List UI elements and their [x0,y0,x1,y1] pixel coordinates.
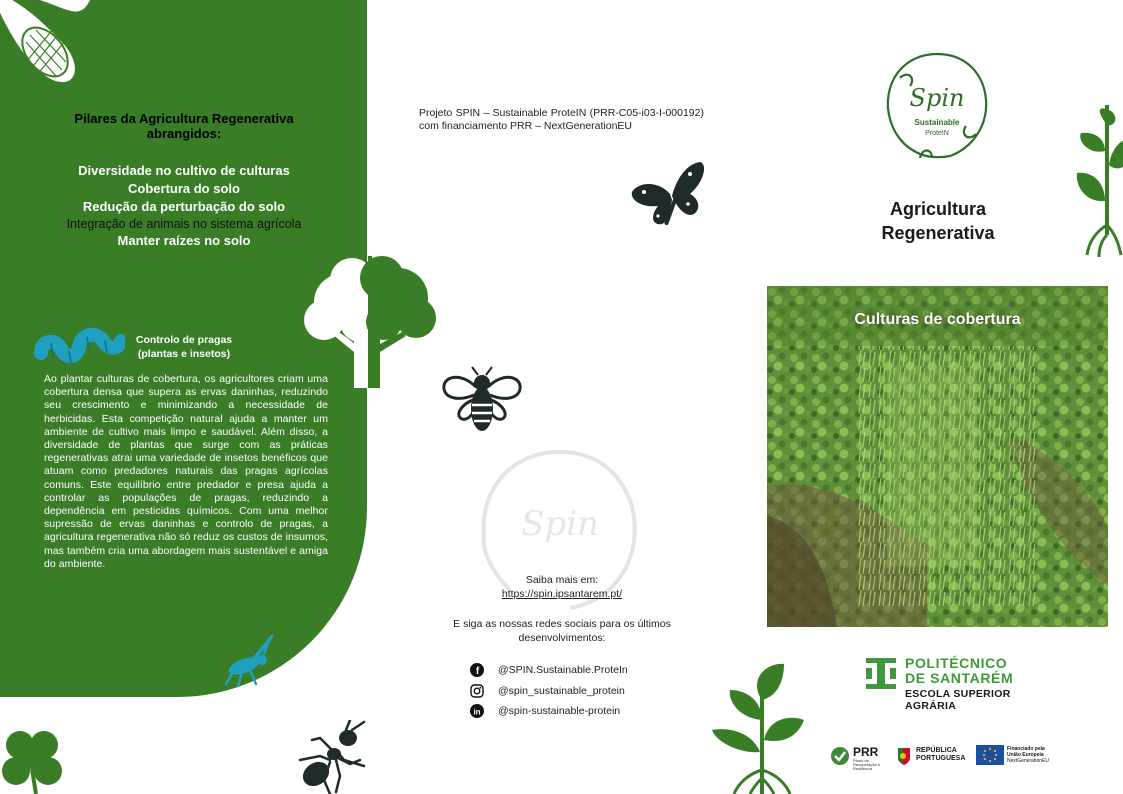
republic-label [916,747,965,763]
logo-word: Spin [909,84,965,112]
portugal-flag-icon [896,746,912,766]
title-line-1: Agricultura [889,199,986,219]
school-name [905,688,1011,712]
prr-label: PRR [853,745,879,759]
instagram-icon [470,684,484,698]
more-info-label: Saiba mais em: [525,574,599,586]
grasshopper-icon [222,630,278,688]
brochure-title [838,197,1038,245]
institution-line-2: DE SANTARÉM [905,670,1014,686]
eu-flag-icon [976,745,1004,765]
politecnico-logo-icon [866,656,898,692]
pillar-item: Integração de animais no sistema agrícola [66,217,302,231]
institution-line-1: POLITÉCNICO [905,655,1008,671]
seedling-icon [708,660,812,794]
logo-sub2: ProteIN [925,130,949,137]
photo-caption: Culturas de cobertura [854,311,1021,328]
svg-text:in: in [473,707,481,717]
facebook-row[interactable] [470,662,628,678]
pillars-list [30,162,338,250]
plant-roots-icon [1075,105,1123,260]
eu-line-3: NextGenerationEU [1007,758,1049,764]
follow-social-text: E siga as nossas redes sociais para os últimos desenvolvimentos: [453,618,671,644]
eu-line-1: Financiado pela [1007,746,1045,752]
republic-line-2: PORTUGUESA [916,755,966,762]
funders-strip [830,743,1050,769]
spin-logo [880,48,994,162]
pillars-title: Pilares da Agricultura Regenerativa abrangidos: [74,111,294,141]
project-funding-text: Projeto SPIN – Sustainable ProteIN (PRR-C05-i03-I-000192) com financiamento PRR – NextGenerationEU [419,107,704,132]
school-line-2: AGRÁRIA [905,700,957,712]
eu-line-2: União Europeia [1007,752,1044,758]
linkedin-icon [470,704,484,718]
title-line-2: Regenerativa [881,223,995,243]
facebook-icon [470,663,484,677]
instagram-handle: @spin_sustainable_protein [498,685,625,697]
eu-label [1007,746,1051,764]
tree-icon [302,252,442,392]
cover-crops-photo [767,286,1108,627]
bee-icon [440,365,524,439]
pillar-item: Redução da perturbação do solo [82,199,286,214]
pillar-item: Manter raízes no solo [117,233,251,248]
logo-sub1: Sustainable [914,118,960,127]
pillar-item: Cobertura do solo [128,181,240,196]
instagram-row[interactable] [470,683,625,699]
pest-control-body: Ao plantar culturas de cobertura, os agricultores criam uma cobertura densa que supera as ervas daninhas, reduzindo seu crescimento e minimizando a necessidade de herbicidas. Esta competição natural ajuda a manter um ambiente de cultivo mais limpo e saudável. Além disso, a diversidade de plantas que surge com as práticas regenerativas atrai uma variedade de insetos benéficos que atuam como predadores naturais das pragas agrícolas comuns. Este equilíbrio entre predador e presa ajuda a controlar as populações de pragas, reduzindo a dependência em pesticidas químicos. Com uma melhor supressão de ervas daninhas e controlo de pragas, a agricultura regenerativa não só reduz os custos de insumos, mas também cria uma abordagem mais sustentável e amiga do ambiente. [44,373,328,570]
pillar-item: Diversidade no cultivo de culturas [78,163,290,178]
website-link[interactable]: https://spin.ipsantarem.pt/ [501,588,623,600]
ant-icon [290,720,374,794]
school-line-1: ESCOLA SUPERIOR [905,688,1011,700]
facebook-handle: @SPIN.Sustainable.ProteIn [498,664,628,676]
pest-control-title: Controlo de pragas (plantas e insetos) [135,334,233,360]
linkedin-handle: @spin-sustainable-protein [498,705,621,717]
institution-name [905,656,1013,686]
svg-text:f: f [475,666,480,677]
worm-icon [33,325,125,367]
clover-icon [0,725,70,794]
watermark-word: Spin [521,504,599,544]
linkedin-row[interactable] [470,703,620,719]
prr-logo-icon [830,746,850,766]
prr-sublabel: Plano de Recuperação e Resiliência [853,758,881,771]
republic-line-1: REPÚBLICA [916,747,957,754]
butterfly-icon [628,160,708,232]
corn-icon [0,0,90,90]
